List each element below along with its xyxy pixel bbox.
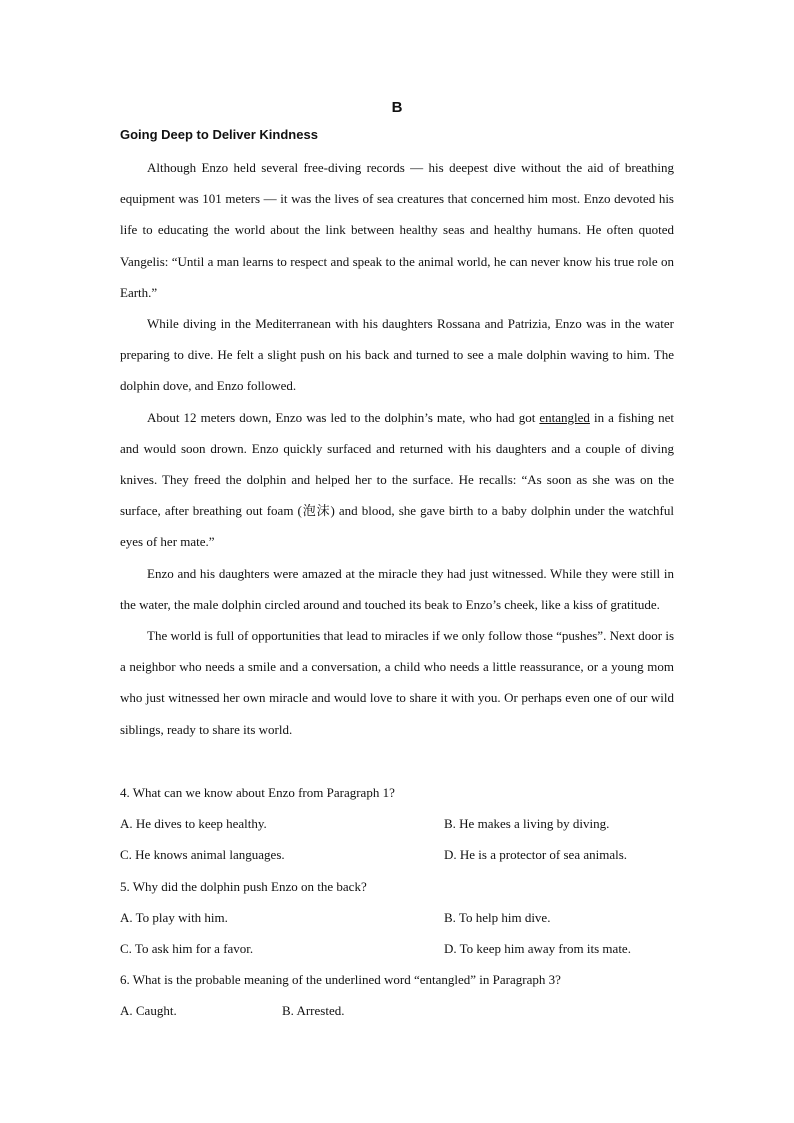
question-6-option-b: B. Arrested. — [282, 1003, 345, 1019]
question-4-option-a: A. He dives to keep healthy. — [120, 816, 267, 832]
paragraph-2: While diving in the Mediterranean with his daughters Rossana and Patrizia, Enzo was in the water preparing to dive. He felt a slight push on his back and turned to see a male dolphin waving to him. The dolphin dove, and Enzo followed. — [120, 316, 674, 394]
paragraph-4: Enzo and his daughters were amazed at the miracle they had just witnessed. While they were still in the water, the male dolphin circled around and touched its beak to Enzo’s cheek, like a kiss of gratitude. — [120, 565, 674, 612]
underlined-word: entangled — [539, 409, 590, 425]
question-5-stem: 5. Why did the dolphin push Enzo on the back? — [120, 878, 367, 894]
paragraph-3-part-2: in a fishing net and would soon drown. Enzo quickly surfaced and returned with his daughters and a couple of diving knives. They freed the dolphin and helped her to the surface. He recalls: “As soon as she was on the surface, after breathing out foam (泡沫) and blood, she gave birth to a baby dolphin under the watchful eyes of her mate.” — [120, 409, 674, 550]
paragraph-3-part-1: About 12 meters down, Enzo was led to the dolphin’s mate, who had got — [147, 409, 540, 425]
question-5-option-a: A. To play with him. — [120, 909, 228, 925]
paragraph-3 — [120, 402, 674, 558]
question-5-option-d: D. To keep him away from its mate. — [444, 941, 631, 957]
question-6-options-row-1 — [120, 995, 674, 1026]
question-6-option-a: A. Caught. — [120, 1003, 177, 1019]
question-4-stem: 4. What can we know about Enzo from Paragraph 1? — [120, 785, 395, 800]
paragraph-1: Although Enzo held several free-diving records — his deepest dive without the aid of breathing equipment was 101 meters — it was the lives of sea creatures that concerned him most. Enzo devoted his life to educating the world about the link between healthy seas and healthy humans. He often quoted Vangelis: “Until a man learns to respect and speak to the animal world, he can never know his true role on Earth.” — [120, 160, 674, 300]
question-4-option-d: D. He is a protector of sea animals. — [444, 847, 628, 863]
question-5-option-c: C. To ask him for a favor. — [120, 941, 254, 957]
question-4-options-row-2 — [120, 839, 674, 870]
question-4-option-c: C. He knows animal languages. — [120, 847, 285, 863]
question-list — [120, 777, 674, 1027]
question-5-options-row-1 — [120, 902, 674, 933]
section-letter: B — [391, 99, 403, 116]
question-5-options-row-2 — [120, 933, 674, 964]
question-6-stem: 6. What is the probable meaning of the underlined word “entangled” in Paragraph 3? — [120, 972, 561, 988]
paragraph-5: The world is full of opportunities that lead to miracles if we only follow those “pushes”. Next door is a neighbor who needs a smile and a conversation, a child who needs a little reassurance, or a young mom who just witnessed her own miracle and would love to share it with you. Or perhaps even one of our wild siblings, ready to share its world. — [120, 628, 674, 737]
question-4-option-b: B. He makes a living by diving. — [444, 816, 610, 832]
reading-passage — [120, 152, 674, 745]
passage-title: Going Deep to Deliver Kindness — [120, 127, 318, 142]
question-5-option-b: B. To help him dive. — [444, 909, 551, 925]
question-4-options-row-1 — [120, 808, 674, 839]
